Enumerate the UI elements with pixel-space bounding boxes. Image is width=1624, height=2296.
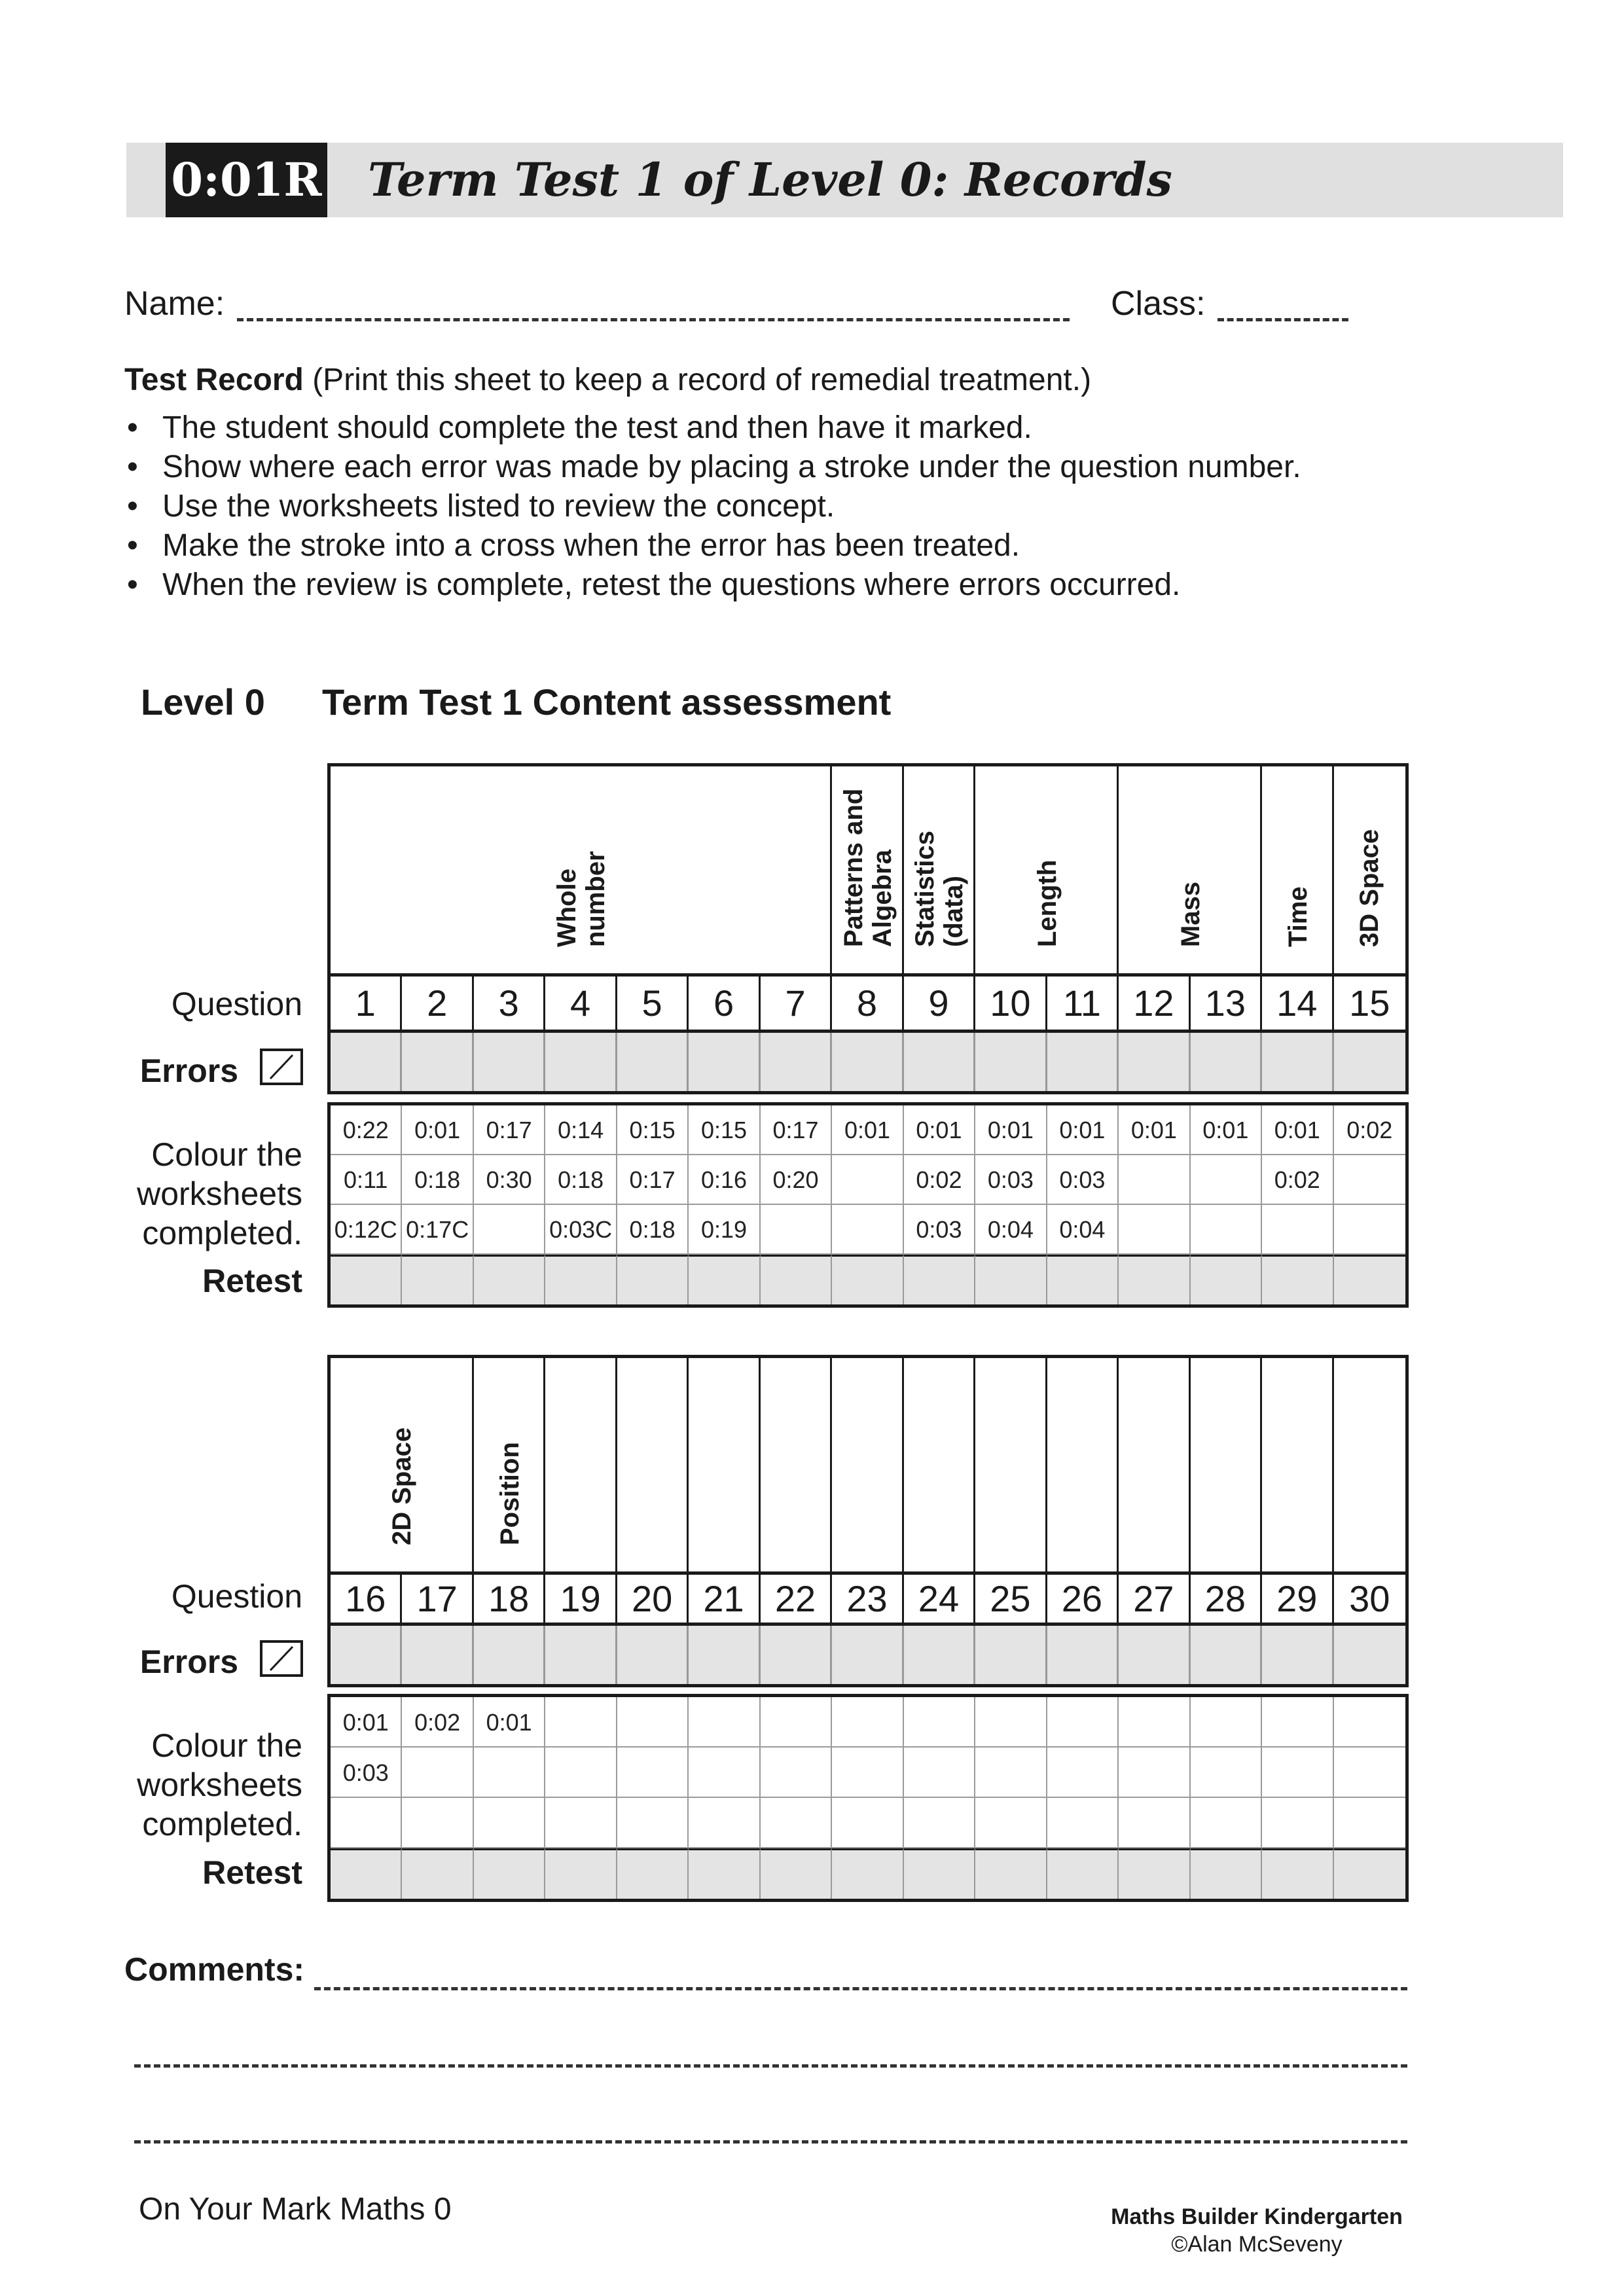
category-label-line: 3D Space bbox=[1355, 829, 1384, 947]
worksheet-cell[interactable] bbox=[617, 1798, 689, 1848]
worksheet-cell[interactable] bbox=[617, 1748, 689, 1798]
worksheet-cell[interactable]: 0:01 bbox=[832, 1105, 903, 1155]
retest-cell[interactable] bbox=[1047, 1848, 1119, 1899]
worksheet-cell[interactable]: 0:04 bbox=[975, 1205, 1047, 1255]
errors-row bbox=[327, 1033, 1409, 1094]
category-label-line: Position bbox=[495, 1442, 524, 1545]
question-number: 9 bbox=[904, 977, 975, 1030]
question-number: 17 bbox=[402, 1575, 473, 1623]
worksheet-cell[interactable]: 0:03 bbox=[975, 1155, 1047, 1205]
error-mark-cell[interactable] bbox=[832, 1626, 903, 1684]
comments-line[interactable] bbox=[134, 2140, 1407, 2144]
category-label bbox=[1284, 886, 1312, 947]
question-number: 6 bbox=[689, 977, 760, 1030]
retest-cell[interactable] bbox=[474, 1848, 545, 1899]
worksheet-cell[interactable] bbox=[832, 1697, 903, 1748]
worksheet-cell[interactable]: 0:01 bbox=[975, 1105, 1047, 1155]
error-mark-cell[interactable] bbox=[474, 1626, 545, 1684]
worksheet-cell[interactable]: 0:03 bbox=[1047, 1155, 1119, 1205]
retest-cell[interactable] bbox=[1119, 1848, 1190, 1899]
worksheet-cell[interactable] bbox=[1262, 1798, 1333, 1848]
worksheet-cell[interactable]: 0:14 bbox=[545, 1105, 617, 1155]
worksheet-cell[interactable]: 0:04 bbox=[1047, 1205, 1119, 1255]
worksheet-cell[interactable]: 0:03 bbox=[904, 1205, 975, 1255]
comments-line[interactable] bbox=[134, 2064, 1407, 2068]
category-cell bbox=[474, 1358, 545, 1571]
worksheet-cell[interactable]: 0:12C bbox=[331, 1205, 402, 1255]
worksheet-cell[interactable] bbox=[474, 1205, 545, 1255]
retest-cell[interactable] bbox=[331, 1255, 402, 1304]
question-number: 26 bbox=[1047, 1575, 1119, 1623]
worksheet-cell[interactable] bbox=[1191, 1748, 1262, 1798]
worksheet-cell[interactable] bbox=[1119, 1748, 1190, 1798]
error-mark-cell[interactable] bbox=[761, 1033, 832, 1091]
worksheet-cell[interactable]: 0:01 bbox=[1047, 1105, 1119, 1155]
category-label-line: Algebra bbox=[867, 850, 897, 947]
name-label: Name: bbox=[124, 285, 225, 323]
question-number: 8 bbox=[832, 977, 903, 1030]
category-label-line: Whole bbox=[552, 869, 582, 947]
record-code: 0:01R bbox=[166, 143, 327, 217]
worksheet-cell[interactable] bbox=[1334, 1748, 1405, 1798]
question-number: 28 bbox=[1191, 1575, 1262, 1623]
category-label-line: number bbox=[581, 851, 611, 947]
worksheet-cell[interactable] bbox=[832, 1205, 903, 1255]
category-cell bbox=[689, 1358, 760, 1571]
worksheet-cell[interactable]: 0:18 bbox=[545, 1155, 617, 1205]
worksheet-cell[interactable] bbox=[545, 1798, 617, 1848]
worksheet-cell[interactable] bbox=[689, 1798, 760, 1848]
category-label bbox=[911, 831, 968, 947]
category-cell bbox=[975, 766, 1119, 973]
retest-cell[interactable] bbox=[761, 1255, 832, 1304]
footer-copyright: ©Alan McSeveny bbox=[1171, 2232, 1343, 2257]
worksheet-cell[interactable] bbox=[832, 1748, 903, 1798]
worksheet-cell[interactable] bbox=[617, 1697, 689, 1748]
name-field[interactable] bbox=[237, 318, 1070, 321]
errors-label: Errors bbox=[139, 1052, 238, 1089]
worksheet-cell[interactable]: 0:01 bbox=[1191, 1105, 1262, 1155]
error-mark-cell[interactable] bbox=[1262, 1626, 1333, 1684]
error-mark-cell[interactable] bbox=[617, 1033, 689, 1091]
retest-cell[interactable] bbox=[617, 1848, 689, 1899]
category-label-line: Statistics bbox=[911, 831, 940, 947]
worksheet-cell[interactable] bbox=[1047, 1798, 1119, 1848]
category-cell bbox=[1262, 766, 1333, 973]
worksheet-cell[interactable] bbox=[1119, 1155, 1190, 1205]
worksheet-cell[interactable]: 0:01 bbox=[331, 1697, 402, 1748]
worksheet-cell[interactable]: 0:17 bbox=[474, 1105, 545, 1155]
worksheet-cell[interactable]: 0:19 bbox=[689, 1205, 760, 1255]
error-mark-cell[interactable] bbox=[1334, 1626, 1405, 1684]
question-number: 14 bbox=[1262, 977, 1333, 1030]
test-record-heading: Test Record bbox=[124, 363, 304, 397]
retest-cell[interactable] bbox=[689, 1255, 760, 1304]
worksheet-cell[interactable] bbox=[761, 1798, 832, 1848]
retest-cell[interactable] bbox=[1047, 1255, 1119, 1304]
worksheet-cell[interactable] bbox=[689, 1748, 760, 1798]
question-number: 13 bbox=[1191, 977, 1262, 1030]
retest-cell[interactable] bbox=[1262, 1848, 1333, 1899]
worksheet-cell[interactable] bbox=[904, 1748, 975, 1798]
error-mark-cell[interactable] bbox=[331, 1033, 402, 1091]
retest-label: Retest bbox=[202, 1854, 302, 1891]
worksheet-cell[interactable]: 0:16 bbox=[689, 1155, 760, 1205]
question-number: 12 bbox=[1119, 977, 1190, 1030]
colour-label-line3: completed. bbox=[142, 1215, 302, 1251]
retest-cell[interactable] bbox=[975, 1848, 1047, 1899]
question-number-row bbox=[327, 1575, 1409, 1626]
category-label-line: Patterns and bbox=[839, 788, 868, 947]
page-title: Term Test 1 of Level 0: Records bbox=[368, 152, 1172, 207]
worksheet-cell[interactable] bbox=[402, 1798, 473, 1848]
error-mark-cell[interactable] bbox=[545, 1033, 617, 1091]
worksheet-cell[interactable]: 0:03 bbox=[331, 1748, 402, 1798]
category-label-line: (data) bbox=[939, 876, 969, 947]
worksheet-cell[interactable] bbox=[1334, 1205, 1405, 1255]
worksheet-cell[interactable] bbox=[904, 1798, 975, 1848]
question-number: 25 bbox=[975, 1575, 1047, 1623]
category-cell bbox=[1191, 1358, 1262, 1571]
error-mark-cell[interactable] bbox=[331, 1626, 402, 1684]
retest-cell[interactable] bbox=[545, 1255, 617, 1304]
worksheet-cell[interactable] bbox=[1191, 1697, 1262, 1748]
question-number: 15 bbox=[1349, 982, 1390, 1024]
error-mark-cell[interactable] bbox=[975, 1626, 1047, 1684]
worksheet-cell[interactable]: 0:02 bbox=[904, 1155, 975, 1205]
error-mark-cell[interactable] bbox=[1047, 1626, 1119, 1684]
category-cell bbox=[331, 1358, 474, 1571]
worksheet-cell[interactable]: 0:22 bbox=[331, 1105, 402, 1155]
retest-cell[interactable] bbox=[331, 1848, 402, 1899]
worksheet-cell[interactable] bbox=[1191, 1205, 1262, 1255]
colour-label-line3: completed. bbox=[142, 1806, 302, 1842]
colour-label-line1: Colour the bbox=[151, 1727, 302, 1764]
error-mark-cell[interactable] bbox=[545, 1626, 617, 1684]
worksheet-cell[interactable]: 0:03C bbox=[545, 1205, 617, 1255]
question-label: Question bbox=[171, 986, 302, 1022]
error-mark-cell[interactable] bbox=[1262, 1033, 1333, 1091]
retest-cell[interactable] bbox=[1119, 1255, 1190, 1304]
question-number: 4 bbox=[545, 977, 617, 1030]
worksheet-cell[interactable] bbox=[761, 1748, 832, 1798]
worksheet-cell[interactable] bbox=[761, 1697, 832, 1748]
worksheet-cell[interactable] bbox=[402, 1748, 473, 1798]
worksheets-table bbox=[327, 1694, 1409, 1902]
worksheet-cell[interactable] bbox=[1119, 1798, 1190, 1848]
category-label bbox=[1355, 829, 1384, 947]
worksheet-cell[interactable] bbox=[1334, 1155, 1405, 1205]
worksheet-cell[interactable]: 0:01 bbox=[1262, 1105, 1333, 1155]
retest-cell[interactable] bbox=[1191, 1255, 1262, 1304]
worksheet-cell[interactable]: 0:02 bbox=[1262, 1155, 1333, 1205]
error-mark-cell[interactable] bbox=[832, 1033, 903, 1091]
worksheet-cell[interactable] bbox=[1119, 1697, 1190, 1748]
retest-cell[interactable] bbox=[545, 1848, 617, 1899]
instruction-item: • Show where each error was made by placing a stroke under the question number. bbox=[124, 448, 1301, 487]
question-label: Question bbox=[171, 1578, 302, 1615]
worksheet-cell[interactable]: 0:20 bbox=[761, 1155, 832, 1205]
slash-icon bbox=[260, 1049, 303, 1085]
question-number: 11 bbox=[1047, 977, 1119, 1030]
category-cell bbox=[1047, 1358, 1119, 1571]
instruction-item: • Use the worksheets listed to review the concept. bbox=[124, 487, 1301, 526]
worksheet-cell[interactable] bbox=[474, 1798, 545, 1848]
worksheet-cell[interactable] bbox=[1047, 1748, 1119, 1798]
category-cell bbox=[1119, 1358, 1190, 1571]
category-cell bbox=[331, 766, 832, 973]
error-mark-cell[interactable] bbox=[402, 1626, 473, 1684]
retest-cell[interactable] bbox=[975, 1255, 1047, 1304]
class-field[interactable] bbox=[1218, 318, 1348, 321]
retest-cell[interactable] bbox=[1191, 1848, 1262, 1899]
question-number: 19 bbox=[545, 1575, 617, 1623]
section-title: Term Test 1 Content assessment bbox=[322, 681, 892, 723]
category-label bbox=[1033, 860, 1062, 947]
category-cell bbox=[975, 1358, 1047, 1571]
category-cell bbox=[1119, 766, 1262, 973]
worksheet-cell[interactable] bbox=[975, 1748, 1047, 1798]
error-mark-cell[interactable] bbox=[617, 1626, 689, 1684]
retest-cell[interactable] bbox=[761, 1848, 832, 1899]
retest-cell[interactable] bbox=[617, 1255, 689, 1304]
retest-label: Retest bbox=[202, 1263, 302, 1299]
question-number: 22 bbox=[761, 1575, 832, 1623]
error-mark-cell[interactable] bbox=[474, 1033, 545, 1091]
comments-line[interactable] bbox=[314, 1987, 1407, 1990]
error-mark-cell[interactable] bbox=[689, 1033, 760, 1091]
category-label bbox=[496, 1442, 524, 1545]
worksheet-cell[interactable] bbox=[1334, 1697, 1405, 1748]
error-mark-cell[interactable] bbox=[1047, 1033, 1119, 1091]
retest-cell[interactable] bbox=[1334, 1255, 1405, 1304]
worksheet-cell[interactable] bbox=[832, 1798, 903, 1848]
question-number: 23 bbox=[832, 1575, 903, 1623]
instruction-item: • Make the stroke into a cross when the error has been treated. bbox=[124, 526, 1301, 565]
question-number: 24 bbox=[904, 1575, 975, 1623]
error-mark-cell[interactable] bbox=[402, 1033, 473, 1091]
worksheet-cell[interactable] bbox=[1191, 1798, 1262, 1848]
comments-label: Comments: bbox=[124, 1951, 305, 1988]
question-number: 7 bbox=[761, 977, 832, 1030]
instruction-list bbox=[124, 408, 1301, 605]
worksheet-cell[interactable]: 0:18 bbox=[617, 1205, 689, 1255]
category-cell bbox=[904, 1358, 975, 1571]
question-number: 29 bbox=[1262, 1575, 1333, 1623]
worksheet-cell[interactable]: 0:01 bbox=[1119, 1105, 1190, 1155]
instruction-item: • When the review is complete, retest the questions where errors occurred. bbox=[124, 565, 1301, 605]
question-number-row bbox=[327, 977, 1409, 1033]
worksheet-cell[interactable] bbox=[545, 1697, 617, 1748]
retest-cell[interactable] bbox=[1334, 1848, 1405, 1899]
colour-label-line2: worksheets bbox=[137, 1767, 302, 1803]
worksheet-cell[interactable] bbox=[689, 1697, 760, 1748]
worksheet-cell[interactable] bbox=[761, 1205, 832, 1255]
category-label-line: Mass bbox=[1176, 881, 1205, 947]
category-cell bbox=[545, 1358, 617, 1571]
worksheet-cell[interactable]: 0:30 bbox=[474, 1155, 545, 1205]
worksheets-table bbox=[327, 1102, 1409, 1308]
worksheet-cell[interactable] bbox=[975, 1798, 1047, 1848]
worksheet-cell[interactable] bbox=[1262, 1748, 1333, 1798]
errors-row bbox=[327, 1626, 1409, 1687]
category-label-line: Time bbox=[1283, 886, 1312, 947]
category-label-line: 2D Space bbox=[388, 1427, 417, 1545]
retest-cell[interactable] bbox=[832, 1255, 903, 1304]
worksheet-cell[interactable]: 0:11 bbox=[331, 1155, 402, 1205]
worksheet-cell[interactable]: 0:17 bbox=[617, 1155, 689, 1205]
question-number: 16 bbox=[331, 1575, 402, 1623]
category-label bbox=[552, 851, 610, 947]
colour-label-line1: Colour the bbox=[151, 1136, 302, 1173]
worksheet-cell[interactable] bbox=[474, 1748, 545, 1798]
retest-cell[interactable] bbox=[904, 1255, 975, 1304]
category-cell bbox=[761, 1358, 832, 1571]
errors-label: Errors bbox=[139, 1643, 238, 1680]
error-mark-cell[interactable] bbox=[1191, 1626, 1262, 1684]
slash-icon bbox=[260, 1640, 303, 1677]
test-record-note: (Print this sheet to keep a record of remedial treatment.) bbox=[312, 363, 1092, 397]
worksheet-cell[interactable] bbox=[1334, 1798, 1405, 1848]
worksheet-cell[interactable] bbox=[1047, 1697, 1119, 1748]
retest-cell[interactable] bbox=[474, 1255, 545, 1304]
category-cell bbox=[1334, 1358, 1405, 1571]
error-mark-cell[interactable] bbox=[1334, 1033, 1405, 1091]
category-cell bbox=[1334, 766, 1405, 973]
worksheet-cell[interactable]: 0:01 bbox=[402, 1105, 473, 1155]
error-mark-cell[interactable] bbox=[904, 1626, 975, 1684]
worksheet-cell[interactable] bbox=[904, 1697, 975, 1748]
error-mark-cell[interactable] bbox=[1119, 1033, 1190, 1091]
worksheet-cell[interactable] bbox=[1262, 1697, 1333, 1748]
question-number: 27 bbox=[1119, 1575, 1190, 1623]
category-header-row bbox=[327, 763, 1409, 977]
footer-book-title: Maths Builder Kindergarten bbox=[1111, 2204, 1403, 2229]
error-mark-cell[interactable] bbox=[975, 1033, 1047, 1091]
question-number: 21 bbox=[689, 1575, 760, 1623]
category-cell bbox=[617, 1358, 689, 1571]
error-mark-cell[interactable] bbox=[689, 1626, 760, 1684]
worksheet-cell[interactable] bbox=[1262, 1205, 1333, 1255]
worksheet-cell[interactable] bbox=[331, 1798, 402, 1848]
category-label bbox=[839, 789, 897, 947]
retest-cell[interactable] bbox=[402, 1848, 473, 1899]
question-number: 20 bbox=[617, 1575, 689, 1623]
worksheet-cell[interactable] bbox=[832, 1155, 903, 1205]
retest-cell[interactable] bbox=[1262, 1255, 1333, 1304]
worksheet-cell[interactable] bbox=[545, 1748, 617, 1798]
category-label bbox=[388, 1427, 416, 1545]
retest-cell[interactable] bbox=[832, 1848, 903, 1899]
category-cell bbox=[832, 1358, 903, 1571]
retest-cell[interactable] bbox=[402, 1255, 473, 1304]
worksheet-cell[interactable] bbox=[1191, 1155, 1262, 1205]
category-header-row bbox=[327, 1355, 1409, 1575]
error-mark-cell[interactable] bbox=[1119, 1626, 1190, 1684]
class-label: Class: bbox=[1111, 285, 1206, 323]
test-record-intro bbox=[124, 362, 1091, 398]
worksheet-cell[interactable]: 0:15 bbox=[689, 1105, 760, 1155]
error-mark-cell[interactable] bbox=[761, 1626, 832, 1684]
worksheet-cell[interactable]: 0:17 bbox=[761, 1105, 832, 1155]
question-number: 2 bbox=[402, 977, 473, 1030]
worksheet-cell[interactable]: 0:02 bbox=[402, 1697, 473, 1748]
question-number: 18 bbox=[474, 1575, 545, 1623]
worksheet-cell[interactable]: 0:01 bbox=[474, 1697, 545, 1748]
colour-label-line2: worksheets bbox=[137, 1175, 302, 1212]
worksheet-cell[interactable]: 0:17C bbox=[402, 1205, 473, 1255]
retest-cell[interactable] bbox=[904, 1848, 975, 1899]
question-number: 10 bbox=[975, 977, 1047, 1030]
error-mark-cell[interactable] bbox=[1191, 1033, 1262, 1091]
footer-series: On Your Mark Maths 0 bbox=[139, 2192, 452, 2227]
retest-cell[interactable] bbox=[689, 1848, 760, 1899]
question-number: 5 bbox=[617, 977, 689, 1030]
category-cell bbox=[904, 766, 975, 973]
error-mark-cell[interactable] bbox=[904, 1033, 975, 1091]
worksheet-cell[interactable] bbox=[1119, 1205, 1190, 1255]
category-cell bbox=[1262, 1358, 1333, 1571]
question-number: 30 bbox=[1349, 1578, 1390, 1619]
question-number: 1 bbox=[331, 977, 402, 1030]
category-cell bbox=[832, 766, 903, 973]
category-label bbox=[1176, 882, 1205, 947]
question-number: 3 bbox=[474, 977, 545, 1030]
instruction-item: • The student should complete the test and then have it marked. bbox=[124, 408, 1301, 448]
worksheet-cell[interactable]: 0:01 bbox=[904, 1105, 975, 1155]
worksheet-cell[interactable] bbox=[975, 1697, 1047, 1748]
section-level: Level 0 bbox=[141, 681, 265, 723]
worksheet-cell[interactable]: 0:18 bbox=[402, 1155, 473, 1205]
worksheet-cell[interactable]: 0:02 bbox=[1334, 1105, 1405, 1155]
category-label-line: Length bbox=[1032, 859, 1062, 947]
worksheet-cell[interactable]: 0:15 bbox=[617, 1105, 689, 1155]
